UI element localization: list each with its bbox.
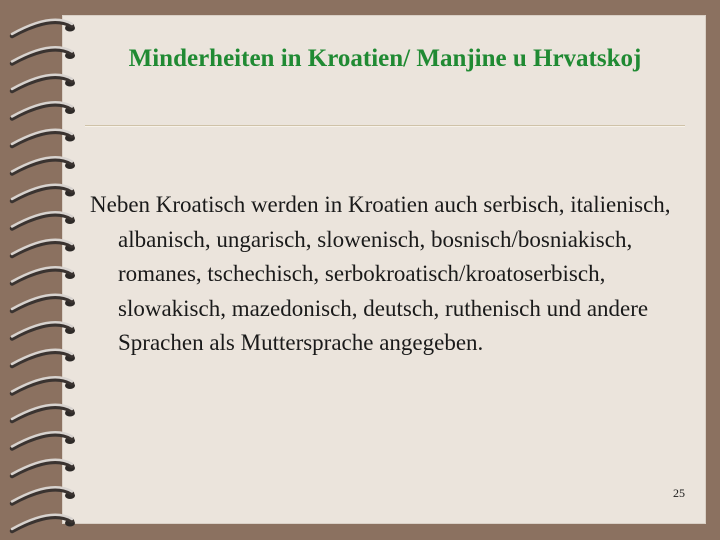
binding-coil xyxy=(12,432,75,448)
binding-coil xyxy=(12,267,75,283)
slide-title: Minderheiten in Kroatien/ Manjine u Hrvatskoj xyxy=(128,45,642,72)
binding-coil xyxy=(12,130,75,146)
binding-coil xyxy=(12,322,75,338)
binding-coil xyxy=(12,240,75,256)
binding-coil xyxy=(12,460,75,476)
binding-coil xyxy=(12,20,75,36)
binding-coil xyxy=(12,185,75,201)
binding-coil xyxy=(12,350,75,366)
page-number: 25 xyxy=(673,486,685,500)
binding-coil xyxy=(12,515,75,531)
title-divider xyxy=(85,125,685,127)
binding-coil xyxy=(12,377,75,393)
binding-coil xyxy=(12,212,75,228)
binding-coil xyxy=(12,157,75,173)
binding-coil xyxy=(12,487,75,503)
spiral-binding-icon xyxy=(0,0,90,540)
binding-coil xyxy=(12,405,75,421)
binding-coil xyxy=(12,75,75,91)
slide-body-text: Neben Kroatisch werden in Kroatien auch serbisch, italienisch, albanisch, ungarisch, slowenisch, bosnisch/bosniakisch, romanes, tschechisch, serbokroatisch/kroatoserbisch, slowakisch, mazedonisch, deutsch, ruthenisch und andere Sprachen als Muttersprache angegeben. xyxy=(90,192,671,355)
binding-coil xyxy=(12,295,75,311)
binding-coil xyxy=(12,102,75,118)
binding-coil xyxy=(12,47,75,63)
